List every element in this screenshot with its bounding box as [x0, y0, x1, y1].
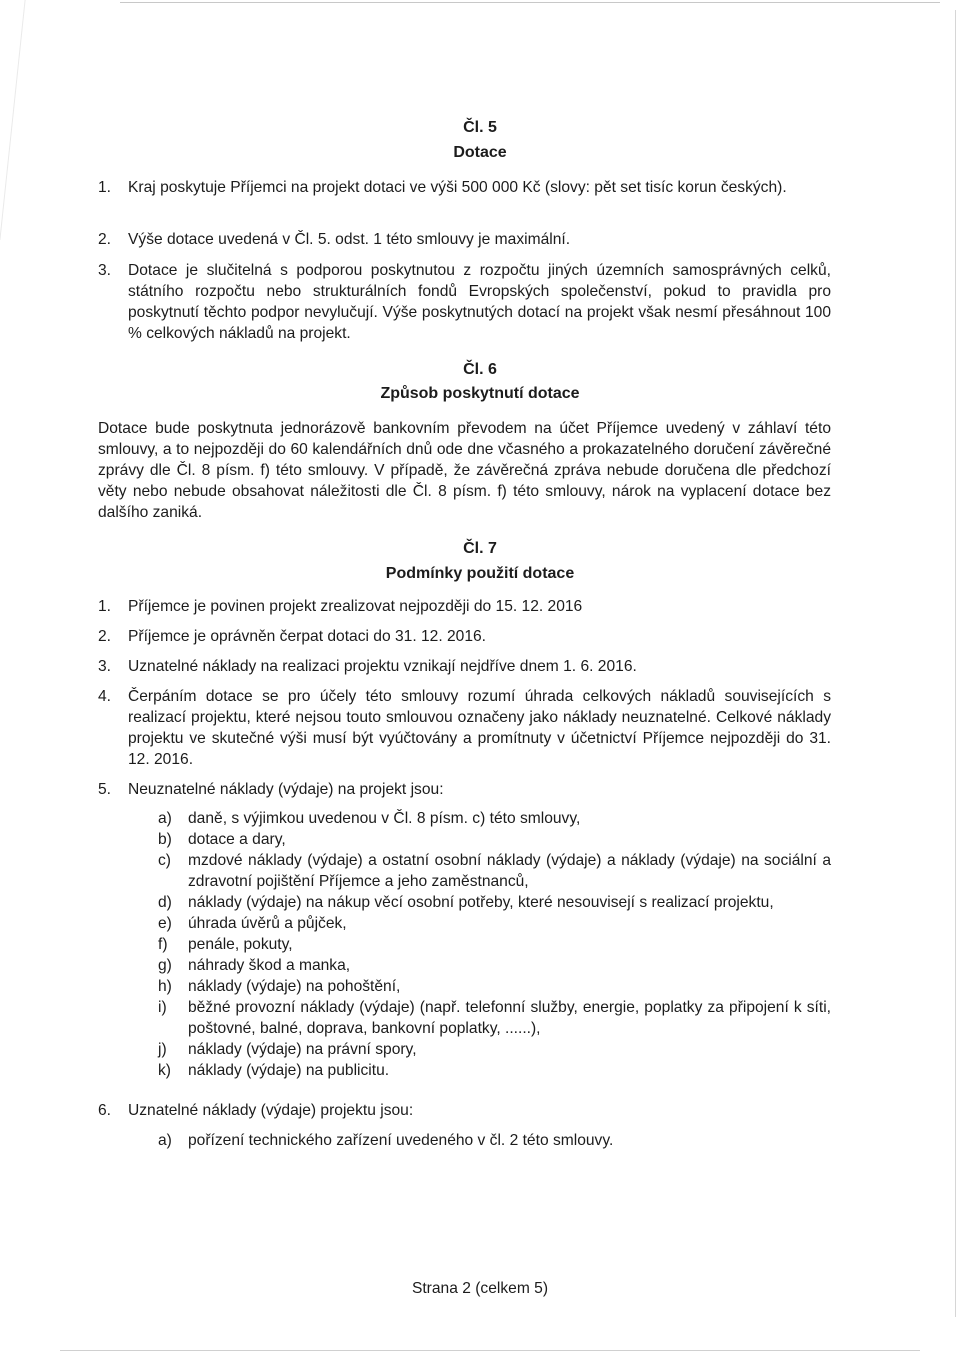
scan-edge-line	[955, 10, 956, 1317]
list-item	[98, 626, 831, 647]
list-item	[98, 686, 831, 770]
item-text: náklady (výdaje) na pohoštění,	[188, 978, 401, 995]
item-letter: f)	[158, 936, 168, 953]
sub-list-item	[158, 1130, 831, 1151]
article-6-title: Způsob poskytnutí dotace	[380, 385, 580, 402]
item-number: 1.	[98, 598, 112, 615]
item-letter: j)	[158, 1041, 167, 1058]
item-number: 3.	[98, 262, 112, 279]
article-7-list	[98, 686, 831, 770]
sub-list-item	[158, 976, 831, 997]
item-text: Neuznatelné náklady (výdaje) na projekt jsou:	[128, 781, 444, 798]
article-6-heading: Čl. 6	[463, 361, 497, 378]
article-6-paragraph: Dotace bude poskytnuta jednorázově bankovním převodem na účet Příjemce uvedený v záhlaví této smlouvy, a to nejpozději do 60 kalendářních dnů ode dne včasného a prokazatelného doručení závěrečné zprávy dle Čl. 8 písm. f) této smlouvy. V případě, že závěrečná zpráva nebude doručena dle předchozí věty nebo nebude obsahovat náležitosti dle Čl. 8 písm. f) této smlouvy, nárok na vyplacení dotace bez dalšího zaniká.	[98, 420, 831, 521]
item-letter: c)	[158, 852, 171, 869]
list-item	[98, 596, 831, 617]
list-item	[98, 260, 831, 344]
item-text: Příjemce je oprávněn čerpat dotaci do 31. 12. 2016.	[128, 628, 487, 645]
article-7-title: Podmínky použití dotace	[385, 565, 575, 582]
scan-edge-line	[60, 1350, 920, 1351]
article-7-list	[98, 656, 831, 677]
item-text: dotace a dary,	[188, 831, 286, 848]
list-item	[98, 177, 831, 198]
article-5-title: Dotace	[453, 144, 507, 161]
sub-list-item	[158, 850, 831, 892]
article-5-heading: Čl. 5	[463, 119, 497, 136]
item-letter: e)	[158, 915, 172, 932]
list-item	[98, 229, 831, 250]
sub-list-item	[158, 829, 831, 850]
item-text: Čerpáním dotace se pro účely této smlouvy rozumí úhrada celkových nákladů souvisejících s realizací projektu, které nejsou touto smlouvou označeny jako náklady neuznatelné. Celkové náklady projektu ve skutečné výši musí být vyúčtovány a promítnuty v účetnictví Příjemce nejpozději do 31. 12. 2016.	[128, 688, 831, 768]
item-letter: i)	[158, 999, 167, 1016]
scan-edge-line	[120, 2, 940, 3]
item-number: 1.	[98, 179, 112, 196]
article-5-list	[98, 229, 831, 250]
item-number: 2.	[98, 628, 112, 645]
item-text: Příjemce je povinen projekt zrealizovat nejpozději do 15. 12. 2016	[128, 598, 583, 615]
article-7-list	[98, 779, 831, 800]
item-letter: d)	[158, 894, 172, 911]
article-5-list	[98, 260, 831, 344]
sub-list-item	[158, 913, 831, 934]
sub-list-item	[158, 955, 831, 976]
list-item	[98, 1100, 831, 1121]
item-text: penále, pokuty,	[188, 936, 293, 953]
item-number: 3.	[98, 658, 112, 675]
item-letter: h)	[158, 978, 172, 995]
item-text: náhrady škod a manka,	[188, 957, 351, 974]
item-text: úhrada úvěrů a půjček,	[188, 915, 347, 932]
item-letter: b)	[158, 831, 172, 848]
sub-list-item	[158, 997, 831, 1039]
item-number: 4.	[98, 688, 112, 705]
page-number-footer: Strana 2 (celkem 5)	[411, 1280, 549, 1297]
item-text: Kraj poskytuje Příjemci na projekt dotaci ve výši 500 000 Kč (slovy: pět set tisíc korun českých).	[128, 179, 787, 196]
item-text: Uznatelné náklady (výdaje) projektu jsou:	[128, 1102, 414, 1119]
item-letter: a)	[158, 810, 172, 827]
sub-list-item	[158, 892, 831, 913]
list-item	[98, 779, 831, 800]
item-text: Výše dotace uvedená v Čl. 5. odst. 1 této smlouvy je maximální.	[128, 231, 571, 248]
item-text: náklady (výdaje) na nákup věcí osobní potřeby, které nesouvisejí s realizací projektu,	[188, 894, 774, 911]
sub-list-item	[158, 1039, 831, 1060]
item-text: pořízení technického zařízení uvedeného v čl. 2 této smlouvy.	[188, 1132, 614, 1149]
article-7-heading: Čl. 7	[463, 540, 497, 557]
item-number: 2.	[98, 231, 112, 248]
item-text: náklady (výdaje) na právní spory,	[188, 1041, 417, 1058]
item-letter: k)	[158, 1062, 171, 1079]
item-number: 6.	[98, 1102, 112, 1119]
item-text: běžné provozní náklady (výdaje) (např. telefonní služby, energie, poplatky za připojení k síti, poštovné, balné, doprava, bankovní poplatky, ......),	[188, 999, 831, 1037]
item-text: náklady (výdaje) na publicitu.	[188, 1062, 390, 1079]
item-letter: g)	[158, 957, 172, 974]
article-5-list	[98, 177, 831, 198]
sub-list-item	[158, 934, 831, 955]
subitems-5-list	[158, 808, 831, 1081]
article-7-list	[98, 1100, 831, 1121]
item-text: Uznatelné náklady na realizaci projektu vznikají nejdříve dnem 1. 6. 2016.	[128, 658, 637, 675]
article-7-list	[98, 596, 831, 617]
sub-list-item	[158, 808, 831, 829]
article-7-list	[98, 626, 831, 647]
sub-list-item	[158, 1060, 831, 1081]
item-text: Dotace je slučitelná s podporou poskytnutou z rozpočtu jiných územních samosprávných celků, státního rozpočtu nebo strukturálních fondů Evropských společenství, pokud to pravidla pro poskytnutí těchto podpor nevylučují. Výše poskytnutých dotací na projekt však nesmí přesáhnout 100 % celkových nákladů na projekt.	[128, 262, 831, 342]
item-text: daně, s výjimkou uvedenou v Čl. 8 písm. c) této smlouvy,	[188, 810, 581, 827]
item-letter: a)	[158, 1132, 172, 1149]
list-item	[98, 656, 831, 677]
subitems-6-list	[158, 1130, 831, 1151]
item-text: mzdové náklady (výdaje) a ostatní osobní náklady (výdaje) a náklady (výdaje) na sociální a zdravotní pojištění Příjemce a jeho zaměstnanců,	[188, 852, 831, 890]
item-number: 5.	[98, 781, 112, 798]
